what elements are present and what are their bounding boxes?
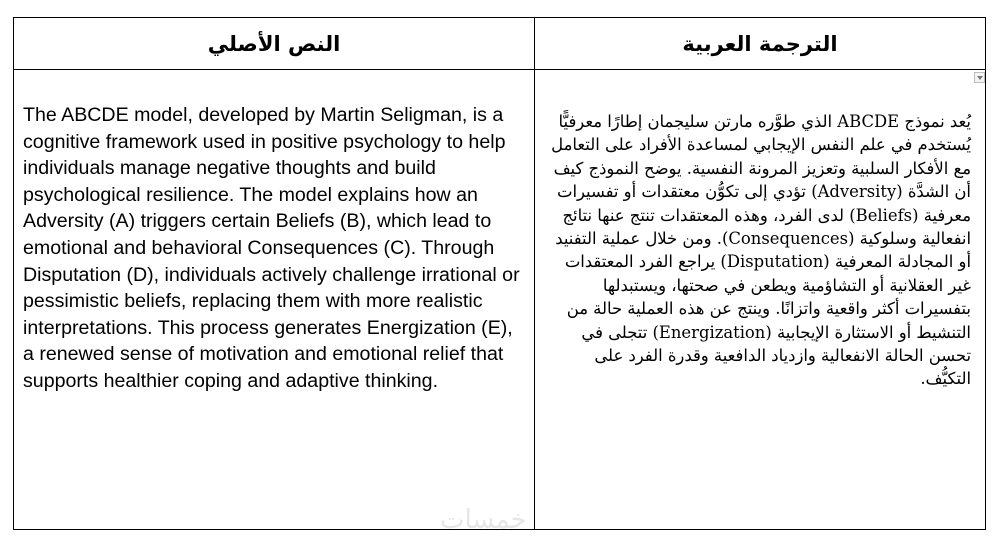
arabic-translation-cell[interactable] xyxy=(535,70,986,530)
arabic-translation-paragraph: يُعد نموذج ABCDE الذي طوَّره مارتن سليجمان إطارًا معرفيًّا يُستخدم في علم النفس الإيجابي لمساعدة الأفراد على التعامل مع الأفكار السلبية وتعزيز المرونة النفسية. يوضح النموذج كيف أن الشدَّة (Adversity) تؤدي إلى تكوُّن معتقدات أو تفسيرات معرفية (Beliefs) لدى الفرد، وهذه المعتقدات تنتج عنها نتائج انفعالية وسلوكية (Consequences). ومن خلال عملية التفنيد أو المجادلة المعرفية (Disputation) يراجع الفرد المعتقدات غير العقلانية أو التشاؤمية ويطعن في صحتها، ويستبدلها بتفسيرات أكثر واقعية واتزانًا. وينتج عن هذه العملية حالة من التنشيط أو الاستثارة الإيجابية (Energization) تتجلى في تحسن الحالة الانفعالية وازدياد الدافعية وقدرة الفرد على التكيُّف. xyxy=(551,112,971,389)
table-body-row xyxy=(14,70,986,530)
original-text-cell[interactable] xyxy=(14,70,535,530)
header-arabic-translation: الترجمة العربية xyxy=(535,18,986,70)
table-header-row xyxy=(14,18,986,70)
watermark-logo: خمسات xyxy=(440,505,527,535)
chevron-down-icon[interactable] xyxy=(974,72,985,83)
original-english-paragraph: The ABCDE model, developed by Martin Seligman, is a cognitive framework used in positive psychology to help individuals manage negative thoughts and build psychological resilience. The model explains how an Adversity (A) triggers certain Beliefs (B), which lead to emotional and behavioral Consequences (C). Through Disputation (D), individuals actively challenge irrational or pessimistic beliefs, replacing them with more realistic interpretations. This process generates Energization (E), a renewed sense of motivation and emotional relief that supports healthier coping and adaptive thinking. xyxy=(23,104,520,392)
translation-table xyxy=(13,17,986,530)
header-original-text: النص الأصلي xyxy=(14,18,535,70)
